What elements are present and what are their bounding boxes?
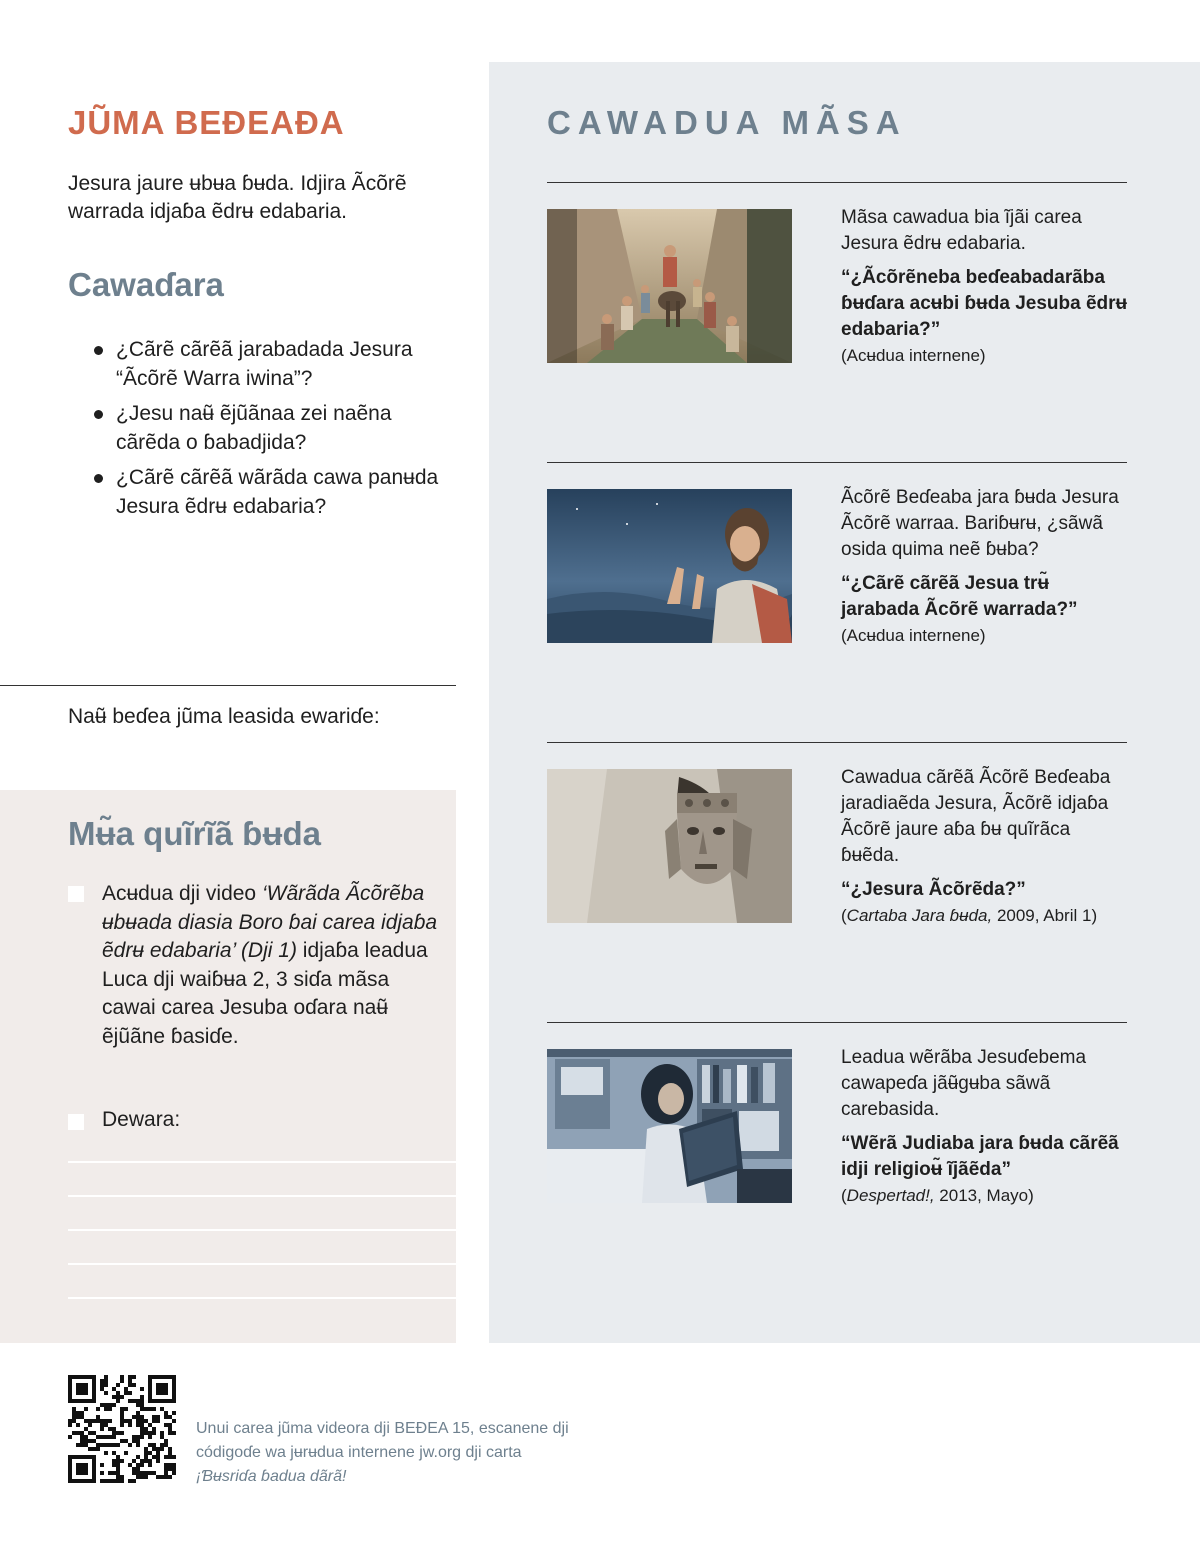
activity-heading: Mʉ̃a quĩrĩã ɓʉda (68, 815, 322, 852)
video-title: ‘Wãrãda Ãcõrẽba ʉbʉada diasia Boro ɓai carea idjaɓa ẽdrʉ edabaria’ (Dji 1) (102, 882, 438, 962)
intro-text: Jesura jaure ʉbʉa ɓʉda. Idjira Ãcõrẽ warrada idjaɓa ẽdrʉ edabaria. (68, 172, 407, 223)
article-source: (Despertad!, 2013, Mayo) (841, 1186, 1034, 1205)
article-link[interactable]: “¿Cãrẽ cãrẽã Jesua trʉ̃ jarabada Ãcõrẽ warrada?” (841, 573, 1078, 620)
divider (547, 1022, 1127, 1023)
activity-checkbox[interactable] (68, 886, 84, 902)
card-description: Mãsa cawadua bia ĩjãi carea Jesura ẽdrʉ edabaria. (841, 207, 1082, 254)
card-description: Ãcõrẽ Beɗeaba jara ɓʉda Jesura Ãcõrẽ warraa. Bariɓʉrʉ, ¿sãwã osida quima neẽ ɓʉba? (841, 487, 1119, 560)
activity-item-other: Dewara: (102, 1108, 181, 1131)
question-text: ¿Cãrẽ cãrẽã wãrãda cawa panʉda Jesura ẽdrʉ edabaria? (116, 466, 439, 518)
completion-date-label: Naʉ̃ beɗea jũma leasida ewariɗe: (68, 705, 380, 728)
jesus-entering-jerusalem-image[interactable] (547, 209, 792, 363)
divider (547, 462, 1127, 463)
writing-line[interactable] (68, 1263, 456, 1265)
bullet-icon (94, 346, 103, 355)
bullet-icon (94, 410, 103, 419)
explore-title: CAWADUA MÃSA (547, 104, 907, 141)
article-source: (Acʉdua internene) (841, 346, 986, 365)
writing-line[interactable] (68, 1161, 456, 1163)
bullet-icon (94, 474, 103, 483)
questions-heading: Cawaɗara (68, 266, 224, 303)
stone-sculpture-image[interactable] (547, 769, 792, 923)
qr-code-icon[interactable] (68, 1375, 176, 1483)
card-description: Cawadua cãrẽã Ãcõrẽ Beɗeaba jaradiaẽda Jesura, Ãcõrẽ idjaɓa Ãcõrẽ jaure aɓa ɓʉ quĩrãca ɓʉẽda. (841, 767, 1111, 866)
explore-card-1 (841, 205, 1131, 369)
page-title: JŨMA BEƉEAƉA (68, 104, 345, 141)
divider (547, 742, 1127, 743)
footer-instructions: Unui carea jũma videora dji BEƉEA 15, escanene dji códigoɗe wa jʉrʉdua internene jw.org dji carta (196, 1420, 569, 1461)
question-item (86, 335, 446, 393)
question-text: ¿Jesu naʉ̃ ẽjũãnaa zei naẽna cãrẽda o ɓabadjida? (116, 402, 392, 454)
divider (547, 182, 1127, 183)
question-item (86, 463, 446, 521)
article-source: (Cartaba Jara ɓʉda, 2009, Abril 1) (841, 906, 1098, 925)
article-link[interactable]: “Wẽrã Judiaba jara ɓʉda cãrẽã idji religioʉ̃ ĩjãẽda” (841, 1133, 1119, 1180)
writing-line[interactable] (68, 1229, 456, 1231)
writing-line[interactable] (68, 1195, 456, 1197)
other-checkbox[interactable] (68, 1114, 84, 1130)
activity-panel (0, 790, 456, 1343)
footer-note (196, 1417, 636, 1489)
jesus-praying-image[interactable] (547, 489, 792, 643)
questions-list (86, 335, 446, 527)
question-text: ¿Cãrẽ cãrẽã jarabadada Jesura “Ãcõrẽ Warra iwina”? (116, 338, 413, 390)
article-link[interactable]: “¿Ãcõrẽneba beɗeabadarãba ɓʉɗara acʉbi ɓʉda Jesuba ẽdrʉ edabaria?” (841, 267, 1128, 340)
explore-card-3 (841, 765, 1131, 929)
activity-item-video: Acʉdua dji video ‘Wãrãda Ãcõrẽba ʉbʉada diasia Boro ɓai carea idjaɓa ẽdrʉ edabaria’ (Dji 1) idjaɓa leadua Luca dji waiɓʉa 2, 3 siɗa mãsa cawai carea Jesuba oɗara naʉ̃ ẽjũãne ɓasiɗe. (102, 882, 438, 1048)
article-link[interactable]: “¿Jesura Ãcõrẽda?” (841, 879, 1026, 900)
writing-line[interactable] (68, 1297, 456, 1299)
footer-greeting: ¡Ɓʉsriɗa ɓadua dãrã! (196, 1468, 347, 1485)
divider (0, 685, 456, 686)
question-item (86, 399, 446, 457)
explore-card-4 (841, 1045, 1131, 1209)
card-description: Leadua wẽrãba Jesuɗebema cawapeɗa jãʉ̃gʉba sãwã carebasida. (841, 1047, 1087, 1120)
explore-card-2 (841, 485, 1131, 649)
woman-reading-image[interactable] (547, 1049, 792, 1203)
article-source: (Acʉdua internene) (841, 626, 986, 645)
